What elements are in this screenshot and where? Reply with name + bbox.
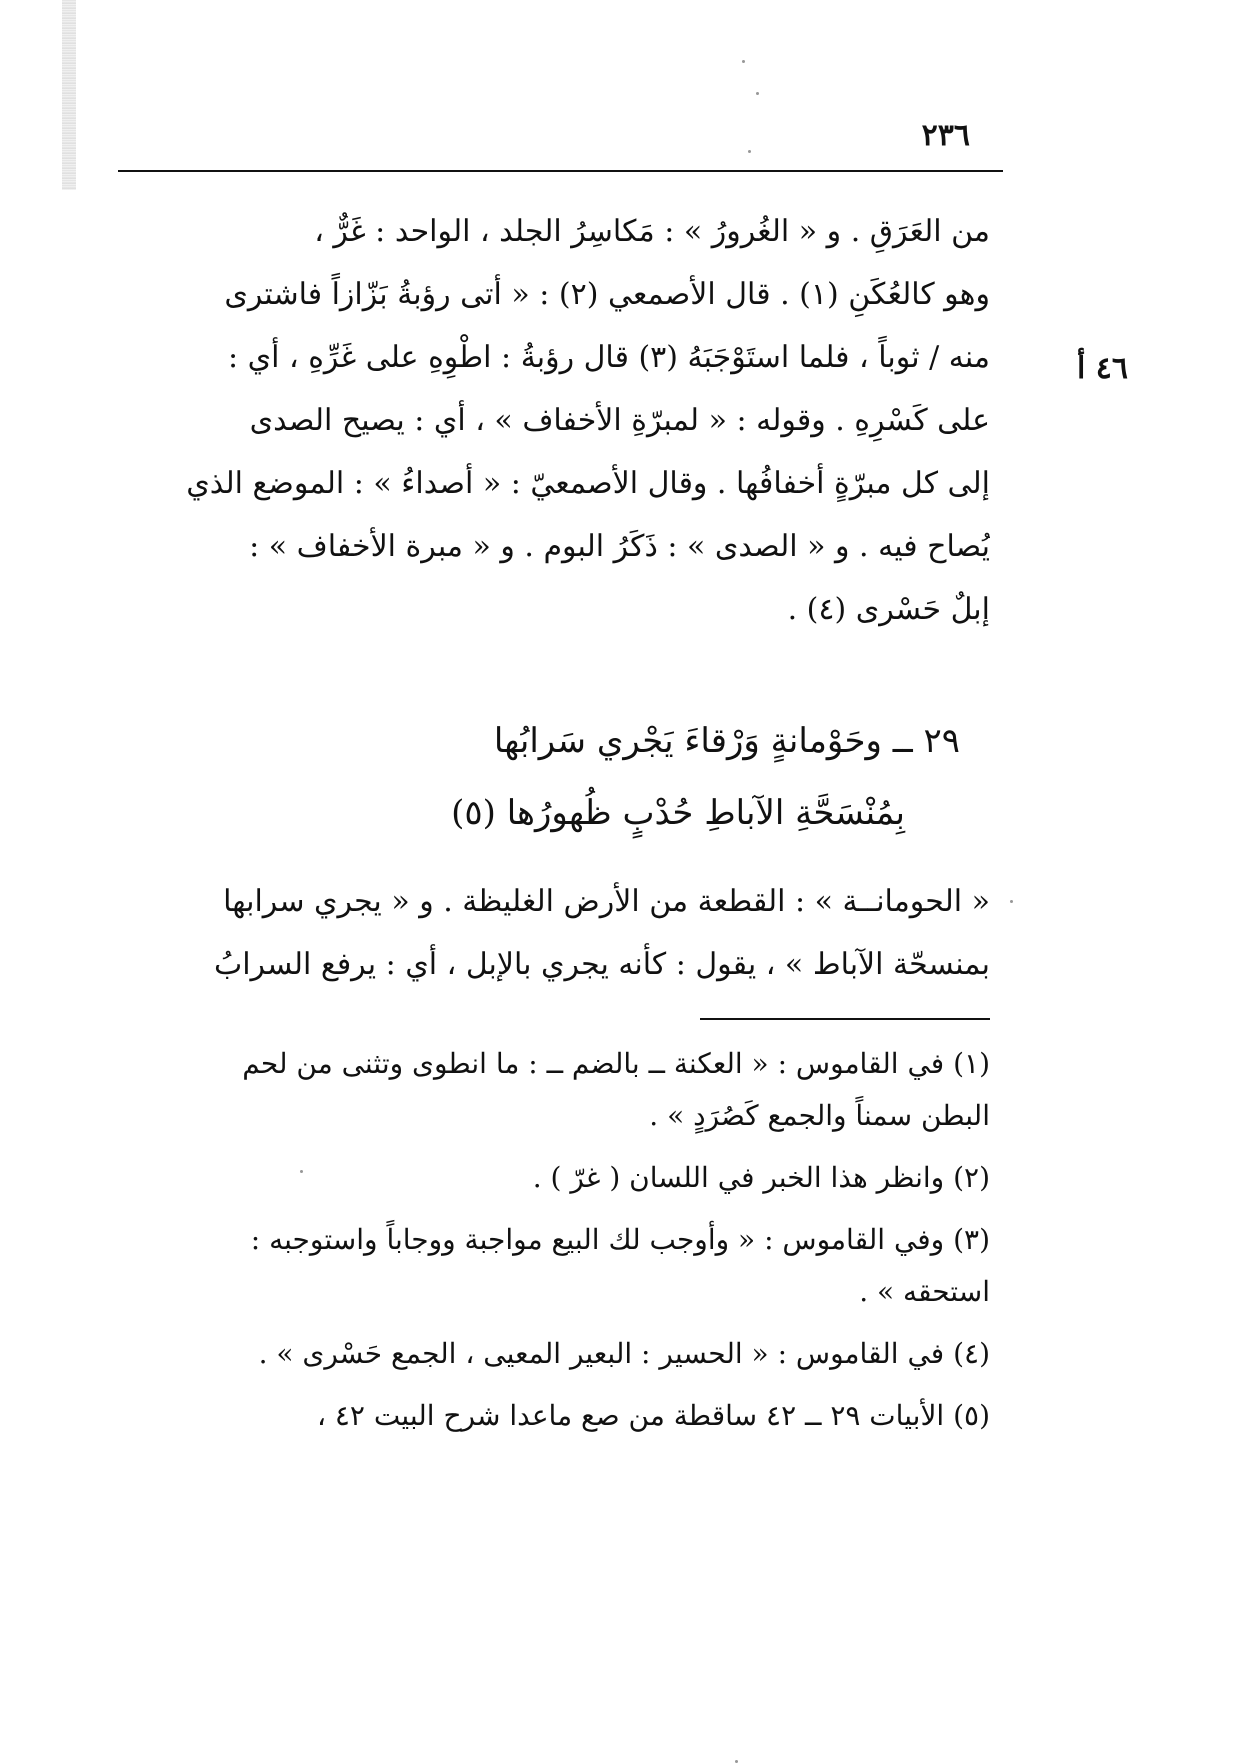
scan-speck	[756, 92, 759, 95]
footnote-5: (٥) الأبيات ٢٩ ــ ٤٢ ساقطة من صع ماعدا شرح البيت ٤٢ ،	[316, 1399, 990, 1432]
body-text	[118, 200, 990, 641]
scan-speck	[748, 150, 751, 153]
verse-second-hemistich: بِمُنْسَحَّةِ الآباطِ حُدْبٍ ظُهورُها (٥)	[451, 793, 905, 833]
body-line: إلى كل مبرّةٍ أخفافُها . وقال الأصمعيّ : « أصداءُ » : الموضع الذي	[186, 466, 990, 501]
verse-commentary	[118, 870, 990, 996]
scan-speck	[742, 60, 745, 63]
page-number: ٢٣٦	[921, 118, 970, 153]
body-line: يُصاح فيه . و « الصدى » : ذَكَرُ البوم . و « مبرة الأخفاف » :	[249, 529, 990, 564]
body-line: من العَرَقِ . و « الغُرورُ » : مَكاسِرُ الجلد ، الواحد : غَرٌّ ،	[314, 214, 990, 249]
footnote-rule	[700, 1018, 990, 1020]
scan-speck	[300, 1170, 303, 1173]
verse-first-hemistich: ٢٩ ــ وحَوْمانةٍ وَرْقاءَ يَجْري سَرابُها	[493, 721, 960, 761]
header-rule	[118, 170, 1003, 172]
body-line: منه / ثوباً ، فلما استَوْجَبَهُ (٣) قال رؤبةُ : اطْوِهِ على غَرِّهِ ، أي :	[228, 340, 990, 375]
commentary-line: « الحومانــة » : القطعة من الأرض الغليظة . و « يجري سرابها	[223, 884, 990, 919]
footnote-3-continuation: استحقه » .	[859, 1275, 990, 1308]
margin-reference: ٤٦ أ	[1076, 351, 1128, 386]
footnote-2: (٢) وانظر هذا الخبر في اللسان ( غرّ ) .	[532, 1161, 990, 1194]
footnotes	[118, 1038, 990, 1442]
footnote-3: (٣) وفي القاموس : « وأوجب لك البيع مواجبة ووجاباً واستوجبه :	[250, 1223, 990, 1256]
footnote-1: (١) في القاموس : « العكنة ــ بالضم ــ : ما انطوى وتثنى من لحم	[242, 1047, 990, 1080]
scan-speck	[1010, 900, 1013, 903]
footnote-4: (٤) في القاموس : « الحسير : البعير المعيى ، الجمع حَسْرى » .	[258, 1337, 990, 1370]
footnote-1-continuation: البطن سمناً والجمع كَصُرَدٍ » .	[649, 1099, 990, 1132]
poem-verse	[300, 705, 960, 849]
body-line: على كَسْرِهِ . وقوله : « لمبرّةِ الأخفاف » ، أي : يصيح الصدى	[249, 403, 990, 438]
commentary-line: بمنسحّة الآباط » ، يقول : كأنه يجري بالإبل ، أي : يرفع السرابُ	[213, 947, 990, 982]
scan-edge-artifact	[62, 0, 76, 190]
body-line: وهو كالعُكَنِ (١) . قال الأصمعي (٢) : « أتى رؤبةُ بَزّازاً فاشترى	[224, 277, 990, 312]
body-line: إبلٌ حَسْرى (٤) .	[787, 592, 990, 627]
